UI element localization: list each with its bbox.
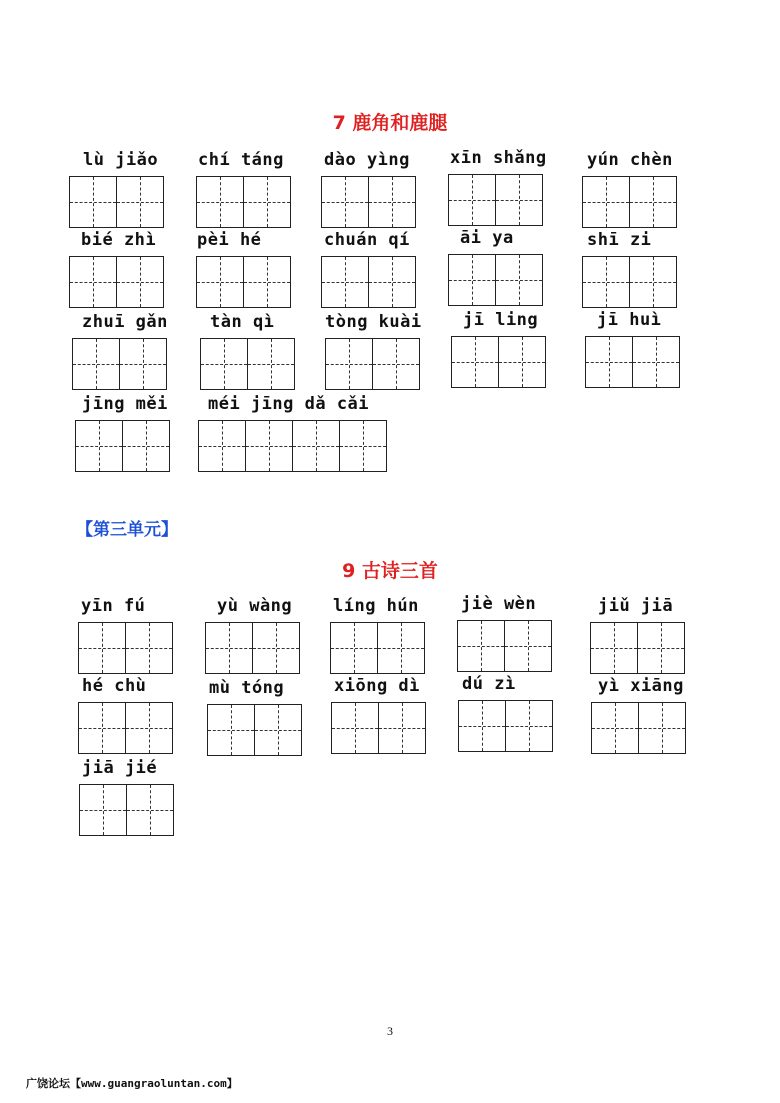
pinyin-label: zhuī gǎn xyxy=(82,312,168,332)
writing-cell[interactable] xyxy=(69,176,117,228)
writing-cell[interactable] xyxy=(196,256,244,308)
writing-grid[interactable] xyxy=(451,336,546,388)
writing-grid[interactable] xyxy=(448,254,543,306)
writing-grid[interactable] xyxy=(585,336,680,388)
writing-cell[interactable] xyxy=(207,704,255,756)
pinyin-label: jī huì xyxy=(597,310,662,330)
writing-cell[interactable] xyxy=(377,622,425,674)
writing-cell[interactable] xyxy=(632,336,680,388)
writing-cell[interactable] xyxy=(119,338,167,390)
writing-cell[interactable] xyxy=(331,702,379,754)
footer-text: 广饶论坛【www.guangraoluntan.com】 xyxy=(26,1077,238,1090)
pinyin-label: yīn fú xyxy=(81,596,146,616)
pinyin-label: xīn shǎng xyxy=(450,148,547,168)
pinyin-label: jiǔ jiā xyxy=(598,596,674,616)
pinyin-label: jīng měi xyxy=(82,394,168,414)
writing-grid[interactable] xyxy=(196,256,291,308)
writing-cell[interactable] xyxy=(252,622,300,674)
writing-cell[interactable] xyxy=(247,338,295,390)
writing-cell[interactable] xyxy=(372,338,420,390)
writing-grid[interactable] xyxy=(78,622,173,674)
writing-grid[interactable] xyxy=(448,174,543,226)
pinyin-label: mù tóng xyxy=(209,678,285,698)
writing-cell[interactable] xyxy=(448,174,496,226)
writing-cell[interactable] xyxy=(200,338,248,390)
writing-cell[interactable] xyxy=(321,176,369,228)
writing-cell[interactable] xyxy=(495,174,543,226)
writing-grid[interactable] xyxy=(69,256,164,308)
writing-grid[interactable] xyxy=(331,702,426,754)
writing-cell[interactable] xyxy=(368,256,416,308)
pinyin-label: jī ling xyxy=(463,310,539,330)
writing-grid[interactable] xyxy=(457,620,552,672)
writing-cell[interactable] xyxy=(116,256,164,308)
writing-cell[interactable] xyxy=(205,622,253,674)
writing-cell[interactable] xyxy=(325,338,373,390)
pinyin-label: shī zi xyxy=(587,230,652,250)
writing-cell[interactable] xyxy=(75,420,123,472)
writing-cell[interactable] xyxy=(78,702,126,754)
writing-grid[interactable] xyxy=(207,704,302,756)
writing-grid[interactable] xyxy=(330,622,425,674)
writing-cell[interactable] xyxy=(637,622,685,674)
pinyin-label: tàn qì xyxy=(210,312,275,332)
pinyin-label: jiā jié xyxy=(82,758,158,778)
pinyin-label: hé chù xyxy=(82,676,147,696)
pinyin-label: dú zì xyxy=(462,674,516,694)
writing-grid[interactable] xyxy=(79,784,174,836)
lesson-7-title: 7 鹿角和鹿腿 xyxy=(332,112,448,134)
writing-grid[interactable] xyxy=(321,176,416,228)
writing-grid[interactable] xyxy=(590,622,685,674)
pinyin-label: líng hún xyxy=(333,596,419,616)
writing-cell[interactable] xyxy=(254,704,302,756)
writing-grid[interactable] xyxy=(200,338,295,390)
lesson-9-title: 9 古诗三首 xyxy=(342,560,438,582)
writing-cell[interactable] xyxy=(198,420,246,472)
pinyin-label: dào yìng xyxy=(324,150,410,170)
writing-grid[interactable] xyxy=(325,338,420,390)
writing-cell[interactable] xyxy=(504,620,552,672)
writing-cell[interactable] xyxy=(125,622,173,674)
pinyin-label: āi ya xyxy=(460,228,514,248)
writing-cell[interactable] xyxy=(72,338,120,390)
pinyin-label: méi jīng dǎ cǎi xyxy=(208,394,370,414)
writing-cell[interactable] xyxy=(122,420,170,472)
writing-cell[interactable] xyxy=(498,336,546,388)
pinyin-label: chí táng xyxy=(198,150,284,170)
writing-cell[interactable] xyxy=(339,420,387,472)
writing-cell[interactable] xyxy=(126,784,174,836)
writing-cell[interactable] xyxy=(78,622,126,674)
writing-cell[interactable] xyxy=(116,176,164,228)
writing-grid[interactable] xyxy=(78,702,173,754)
writing-cell[interactable] xyxy=(590,622,638,674)
writing-grid[interactable] xyxy=(69,176,164,228)
writing-grid[interactable] xyxy=(582,176,677,228)
writing-grid[interactable] xyxy=(321,256,416,308)
writing-cell[interactable] xyxy=(629,176,677,228)
writing-cell[interactable] xyxy=(125,702,173,754)
writing-cell[interactable] xyxy=(245,420,293,472)
writing-grid[interactable] xyxy=(72,338,167,390)
pinyin-label: bié zhì xyxy=(81,230,157,250)
writing-cell[interactable] xyxy=(582,176,630,228)
unit-3-heading: 【第三单元】 xyxy=(76,520,178,540)
writing-cell[interactable] xyxy=(591,702,639,754)
writing-cell[interactable] xyxy=(458,700,506,752)
writing-cell[interactable] xyxy=(629,256,677,308)
writing-cell[interactable] xyxy=(368,176,416,228)
writing-cell[interactable] xyxy=(457,620,505,672)
pinyin-label: yù wàng xyxy=(217,596,293,616)
pinyin-label: jiè wèn xyxy=(461,594,537,614)
pinyin-label: lù jiǎo xyxy=(83,150,159,170)
page-number: 3 xyxy=(387,1024,393,1038)
pinyin-label: yì xiāng xyxy=(598,676,684,696)
pinyin-label: pèi hé xyxy=(197,230,262,250)
writing-cell[interactable] xyxy=(321,256,369,308)
writing-grid[interactable] xyxy=(75,420,170,472)
writing-cell[interactable] xyxy=(495,254,543,306)
writing-cell[interactable] xyxy=(243,256,291,308)
writing-grid[interactable] xyxy=(591,702,686,754)
pinyin-label: chuán qí xyxy=(324,230,410,250)
writing-grid[interactable] xyxy=(205,622,300,674)
writing-grid[interactable] xyxy=(196,176,291,228)
writing-cell[interactable] xyxy=(292,420,340,472)
writing-cell[interactable] xyxy=(505,700,553,752)
writing-cell[interactable] xyxy=(585,336,633,388)
writing-grid[interactable] xyxy=(458,700,553,752)
writing-cell[interactable] xyxy=(243,176,291,228)
writing-grid[interactable] xyxy=(582,256,677,308)
writing-cell[interactable] xyxy=(451,336,499,388)
pinyin-label: xiōng dì xyxy=(334,676,420,696)
writing-grid[interactable] xyxy=(198,420,387,472)
writing-cell[interactable] xyxy=(638,702,686,754)
writing-cell[interactable] xyxy=(79,784,127,836)
writing-cell[interactable] xyxy=(582,256,630,308)
pinyin-label: tòng kuài xyxy=(325,312,422,332)
writing-cell[interactable] xyxy=(69,256,117,308)
writing-cell[interactable] xyxy=(378,702,426,754)
writing-cell[interactable] xyxy=(448,254,496,306)
pinyin-label: yún chèn xyxy=(587,150,673,170)
writing-cell[interactable] xyxy=(330,622,378,674)
writing-cell[interactable] xyxy=(196,176,244,228)
